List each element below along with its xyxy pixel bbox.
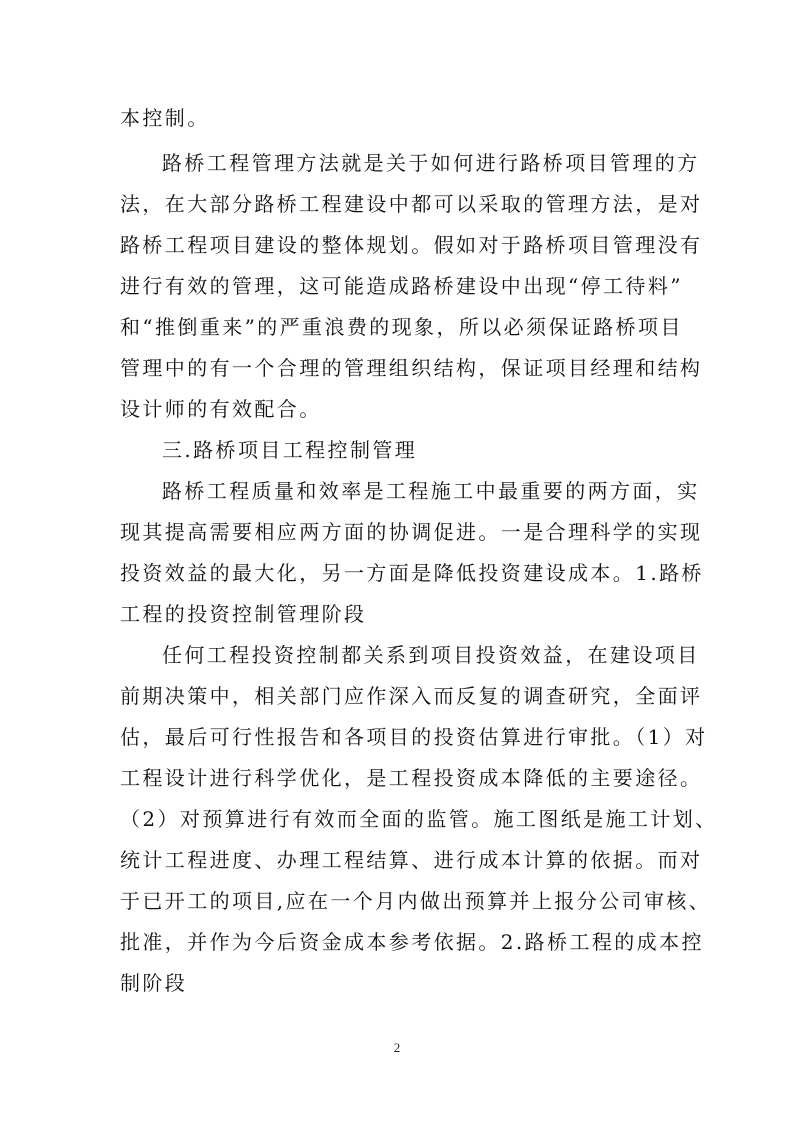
text-line: 进行有效的管理，这可能造成路桥建设中出现“停工待料” bbox=[120, 274, 683, 298]
text-line: 工程的投资控制管理阶段 bbox=[120, 602, 367, 626]
text-line: 路桥工程项目建设的整体规划。假如对于路桥项目管理没有 bbox=[120, 233, 703, 257]
text-line: 于已开工的项目,应在一个月内做出预算并上报分公司审核、 bbox=[120, 889, 712, 913]
text-line: 统计工程进度、办理工程结算、进行成本计算的依据。而对 bbox=[120, 848, 703, 872]
text-line: 制阶段 bbox=[120, 971, 188, 995]
text-line: 法，在大部分路桥工程建设中都可以采取的管理方法，是对 bbox=[120, 192, 703, 216]
text-line: 估，最后可行性报告和各项目的投资估算进行审批。（1）对 bbox=[120, 725, 708, 749]
text-line: 现其提高需要相应两方面的协调促进。一是合理科学的实现 bbox=[120, 520, 703, 544]
text-line: 和“推倒重来”的严重浪费的现象，所以必须保证路桥项目 bbox=[120, 315, 683, 339]
section-heading: 三.路桥项目工程控制管理 bbox=[162, 438, 418, 462]
text-line: 设计师的有效配合。 bbox=[120, 397, 322, 421]
text-line: 投资效益的最大化，另一方面是降低投资建设成本。1.路桥 bbox=[120, 561, 704, 585]
paragraph-start-line: 路桥工程质量和效率是工程施工中最重要的两方面，实 bbox=[162, 479, 700, 503]
page-number: 2 bbox=[393, 1040, 401, 1055]
text-line: 管理中的有一个合理的管理组织结构，保证项目经理和结构 bbox=[120, 356, 703, 380]
paragraph-start-line: 任何工程投资控制都关系到项目投资效益，在建设项目 bbox=[162, 643, 700, 667]
text-line: 前期决策中，相关部门应作深入而反复的调查研究，全面评 bbox=[120, 684, 703, 708]
paragraph-start-line: 路桥工程管理方法就是关于如何进行路桥项目管理的方 bbox=[162, 151, 700, 175]
text-line: 批准，并作为今后资金成本参考依据。2.路桥工程的成本控 bbox=[120, 930, 704, 954]
text-line: （2）对预算进行有效而全面的监管。施工图纸是施工计划、 bbox=[120, 807, 718, 831]
text-line: 本控制。 bbox=[120, 106, 210, 130]
text-line: 工程设计进行科学优化，是工程投资成本降低的主要途径。 bbox=[120, 766, 703, 790]
